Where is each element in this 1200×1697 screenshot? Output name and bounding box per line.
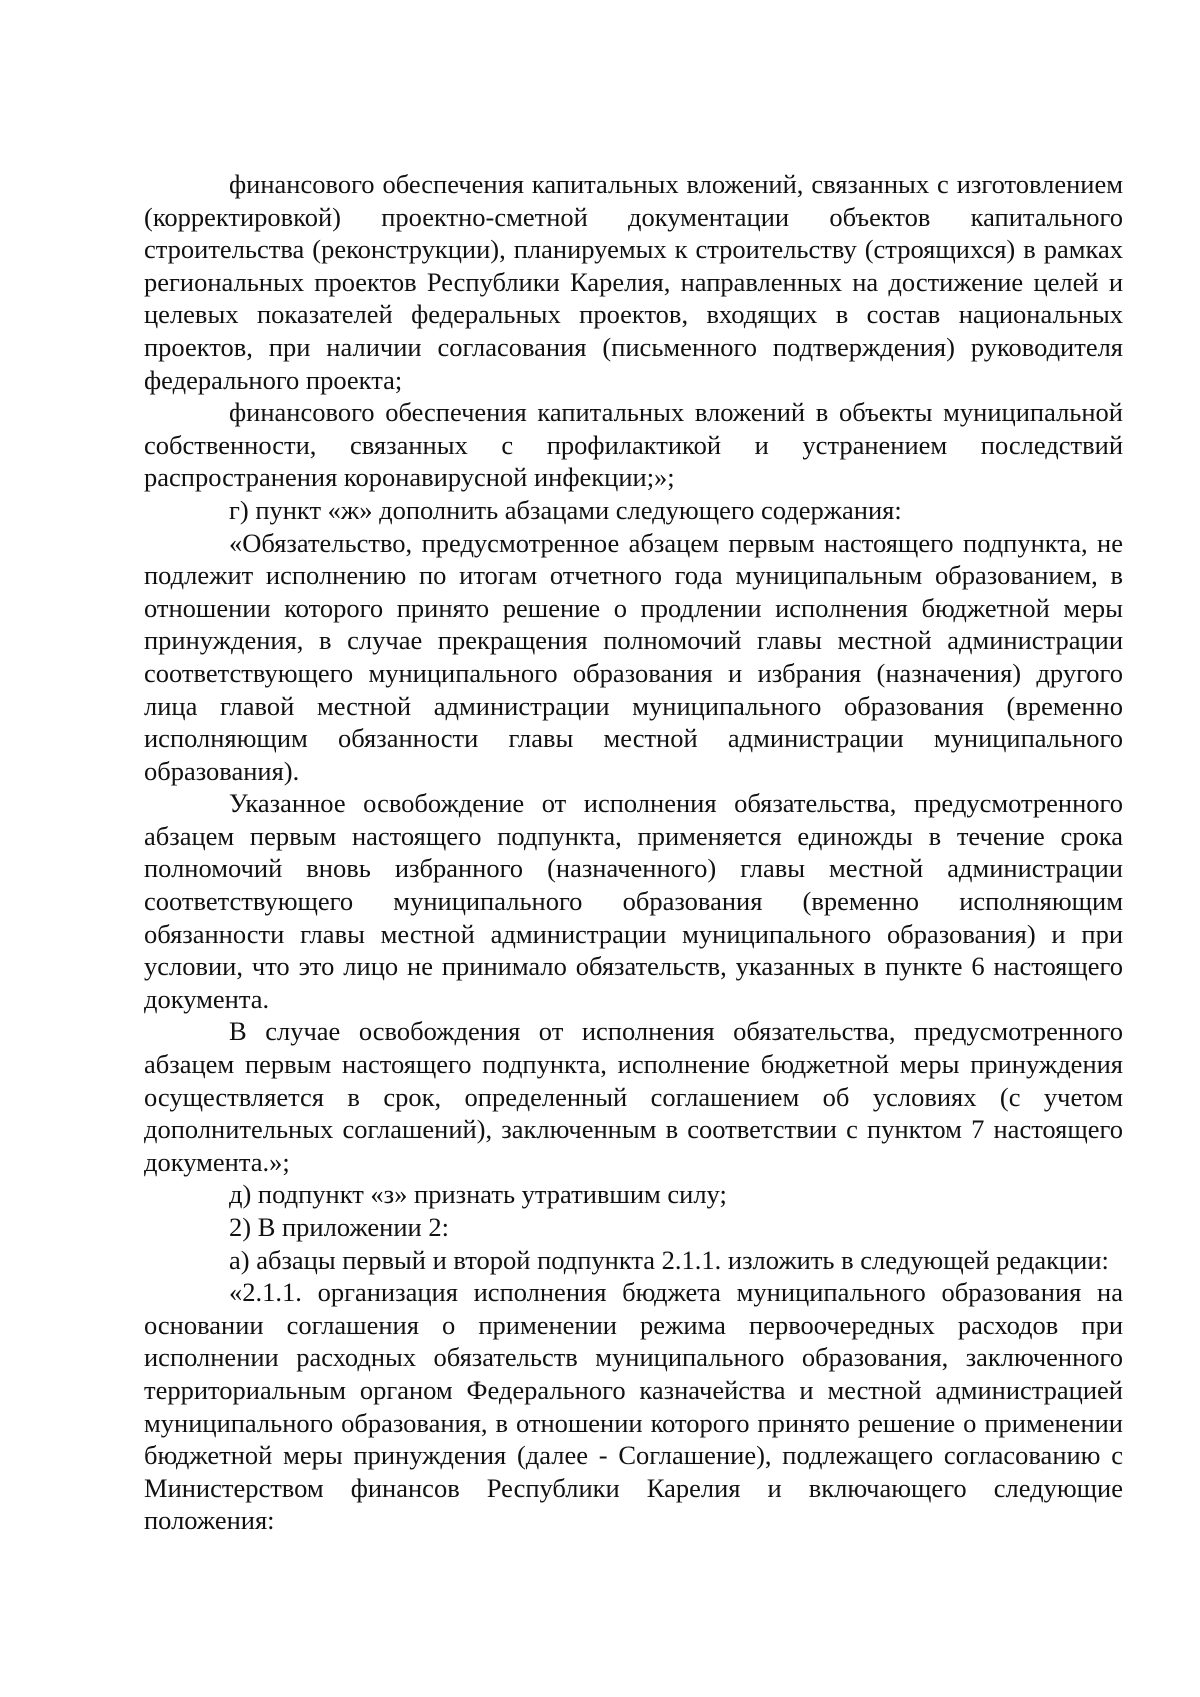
paragraph-9: а) абзацы первый и второй подпункта 2.1.1. изложить в следующей редакции: bbox=[229, 1244, 1109, 1275]
paragraph-7: д) подпункт «з» признать утратившим силу; bbox=[229, 1179, 727, 1210]
paragraph-6: В случае освобождения от исполнения обязательства, предусмотренного абзацем первым настоящего подпункта, исполнение бюджетной меры принуждения осуществляется в срок, определенный соглашением об условиях (с учетом дополнительных соглашений), заключенным в соответствии с пунктом 7 настоящего документа.»; bbox=[144, 1016, 1123, 1177]
paragraph-2: финансового обеспечения капитальных вложений в объекты муниципальной собственности, связанных с профилактикой и устранением последствий распространения коронавирусной инфекции;»; bbox=[144, 397, 1123, 493]
paragraph-3: г) пункт «ж» дополнить абзацами следующего содержания: bbox=[229, 494, 902, 525]
paragraph-8: 2) В приложении 2: bbox=[229, 1212, 449, 1242]
paragraph-4: «Обязательство, предусмотренное абзацем первым настоящего подпункта, не подлежит исполнению по итогам отчетного года муниципальным образованием, в отношении которого принято решение о продлении исполнения бюджетной меры принуждения, в случае прекращения полномочий главы местной администрации соответствующего муниципального образования и избрания (назначения) другого лица главой местной администрации муниципального образования (временно исполняющим обязанности главы местной администрации муниципального образования). bbox=[144, 527, 1123, 786]
paragraph-1: финансового обеспечения капитальных вложений, связанных с изготовлением (корректировкой) проектно-сметной документации объектов капитального строительства (реконструкции), планируемых к строительству (строящихся) в рамках региональных проектов Республики Карелия, направленных на достижение целей и целевых показателей федеральных проектов, входящих в состав национальных проектов, при наличии согласования (письменного подтверждения) руководителя федерального проекта; bbox=[144, 169, 1123, 395]
paragraph-5: Указанное освобождение от исполнения обязательства, предусмотренного абзацем первым настоящего подпункта, применяется единожды в течение срока полномочий вновь избранного (назначенного) главы местной администрации соответствующего муниципального образования (временно исполняющим обязанности главы местной администрации муниципального образования) и при условии, что это лицо не принимало обязательств, указанных в пункте 6 настоящего документа. bbox=[144, 788, 1123, 1014]
paragraph-10: «2.1.1. организация исполнения бюджета муниципального образования на основании соглашения о применении режима первоочередных расходов при исполнении расходных обязательств муниципального образования, заключенного территориальным органом Федерального казначейства и местной администрацией муниципального образования, в отношении которого принято решение о применении бюджетной меры принуждения (далее - Соглашение), подлежащего согласованию с Министерством финансов Республики Карелия и включающего следующие положения: bbox=[144, 1277, 1123, 1536]
document-page bbox=[144, 168, 1123, 1537]
